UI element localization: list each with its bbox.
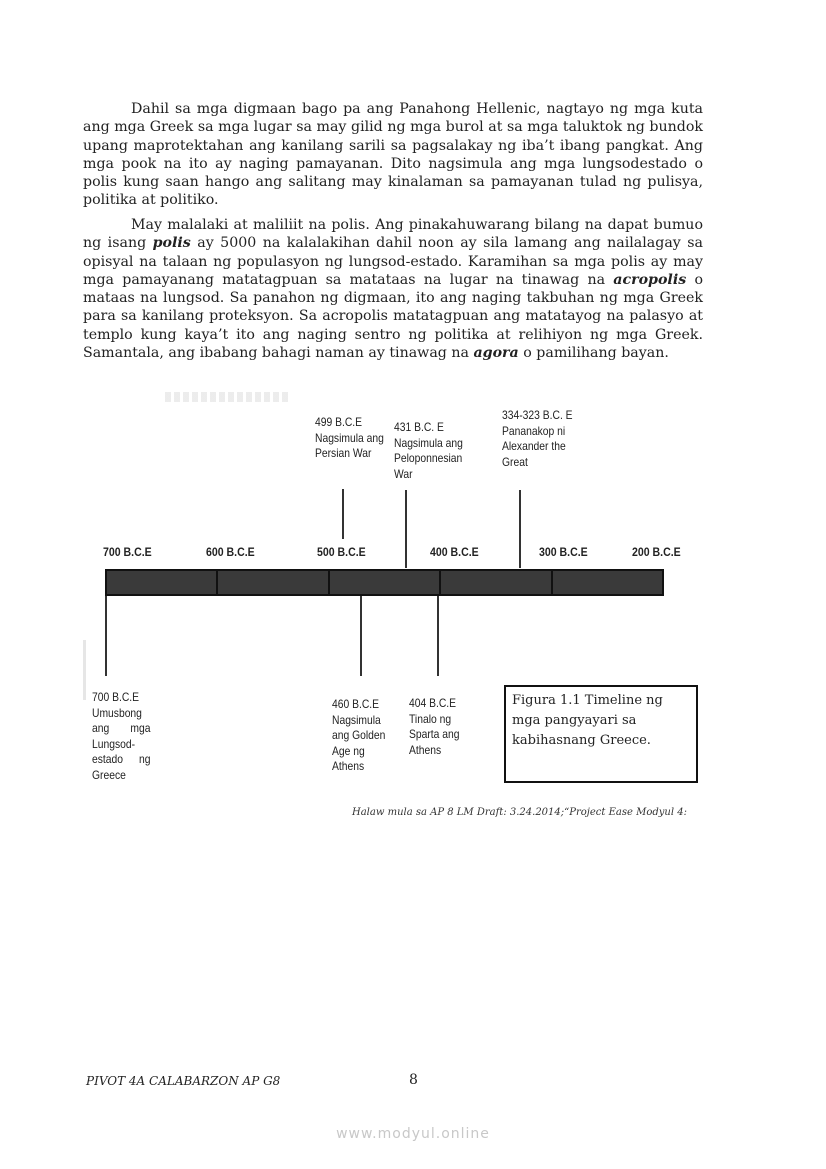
watermark: www.modyul.online <box>336 1126 490 1142</box>
connector-334 <box>519 490 521 568</box>
term-polis: polis <box>152 235 191 252</box>
event-persian-war: 499 B.C.E Nagsimula ang Persian War <box>315 415 384 460</box>
event-lungsod-estado: 700 B.C.E Umusbong ang mga Lungsod-estado ng Greece <box>92 690 151 782</box>
paragraph-intro: Dahil sa mga digmaan bago pa ang Panahong Hellenic, nagtayo ng mga kuta ang mga Greek sa mga lugar sa may gilid ng mga burol at sa mga taluktok ng bundok upang maprotektahan ang kanilang sarili sa pagsalakay ng iba’t ibang pangkat. Ang mga pook na ito ay naging pamayanan. Dito nagsimula ang mga lungsodestado o polis kung saan hango ang salitang may kinalaman sa pamayanan tulad ng pulisya, politika at politiko. <box>83 101 703 209</box>
term-acropolis: acropolis <box>613 271 687 288</box>
scan-smudge <box>165 392 290 402</box>
tick-400: 400 B.C.E <box>430 545 479 559</box>
tick-600: 600 B.C.E <box>206 545 255 559</box>
scan-speck <box>83 640 86 700</box>
timeline-bar <box>105 569 664 596</box>
connector-700 <box>105 596 107 676</box>
paragraph-polis: May malalaki at maliliit na polis. Ang pinakahuwarang bilang na dapat bumuo ng isang polis ay 5000 na kalalakihan dahil noon ay sila lamang ang nailalagay sa opisyal na talaan ng populasyon ng lungsod-estado. Karamihan sa mga polis ay may mga pamayanang matatagpuan sa matataas na lugar na tinawag na acropolis o mataas na lungsod. Sa panahon ng digmaan, ito ang naging takbuhan ng mga Greek para sa kanilang proteksyon. Sa acropolis matatagpuan ang matatayog na palasyo at templo kung kaya’t ito ang naging sentro ng politika at relihiyon ng mga Greek. Samantala, ang ibabang bahagi naman ay tinawag na agora o pamilihang bayan. <box>83 217 703 362</box>
tick-200: 200 B.C.E <box>632 545 681 559</box>
event-golden-age: 460 B.C.E Nagsimula ang Golden Age ng Athens <box>332 697 386 773</box>
connector-404 <box>437 596 439 676</box>
timeline-segment <box>553 571 662 594</box>
timeline-segment <box>218 571 329 594</box>
connector-460 <box>360 596 362 676</box>
page-number: 8 <box>409 1072 418 1088</box>
tick-300: 300 B.C.E <box>539 545 588 559</box>
source-citation: Halaw mula sa AP 8 LM Draft: 3.24.2014;“Project Ease Modyul 4: <box>352 807 687 818</box>
footer-title: PIVOT 4A CALABARZON AP G8 <box>86 1074 281 1088</box>
tick-700: 700 B.C.E <box>103 545 152 559</box>
figure-caption: Figura 1.1 Timeline ng mga pangyayari sa kabihasnang Greece. <box>504 685 698 783</box>
connector-499 <box>342 489 344 539</box>
connector-431 <box>405 490 407 568</box>
timeline-segment <box>107 571 218 594</box>
event-sparta-athens: 404 B.C.E Tinalo ng Sparta ang Athens <box>409 696 460 757</box>
event-alexander: 334-323 B.C. E Pananakop ni Alexander the Great <box>502 408 573 469</box>
tick-500: 500 B.C.E <box>317 545 366 559</box>
term-agora: agora <box>473 345 519 362</box>
timeline-segment <box>330 571 441 594</box>
event-peloponnesian-war: 431 B.C. E Nagsimula ang Peloponnesian War <box>394 420 463 481</box>
timeline-segment <box>441 571 552 594</box>
